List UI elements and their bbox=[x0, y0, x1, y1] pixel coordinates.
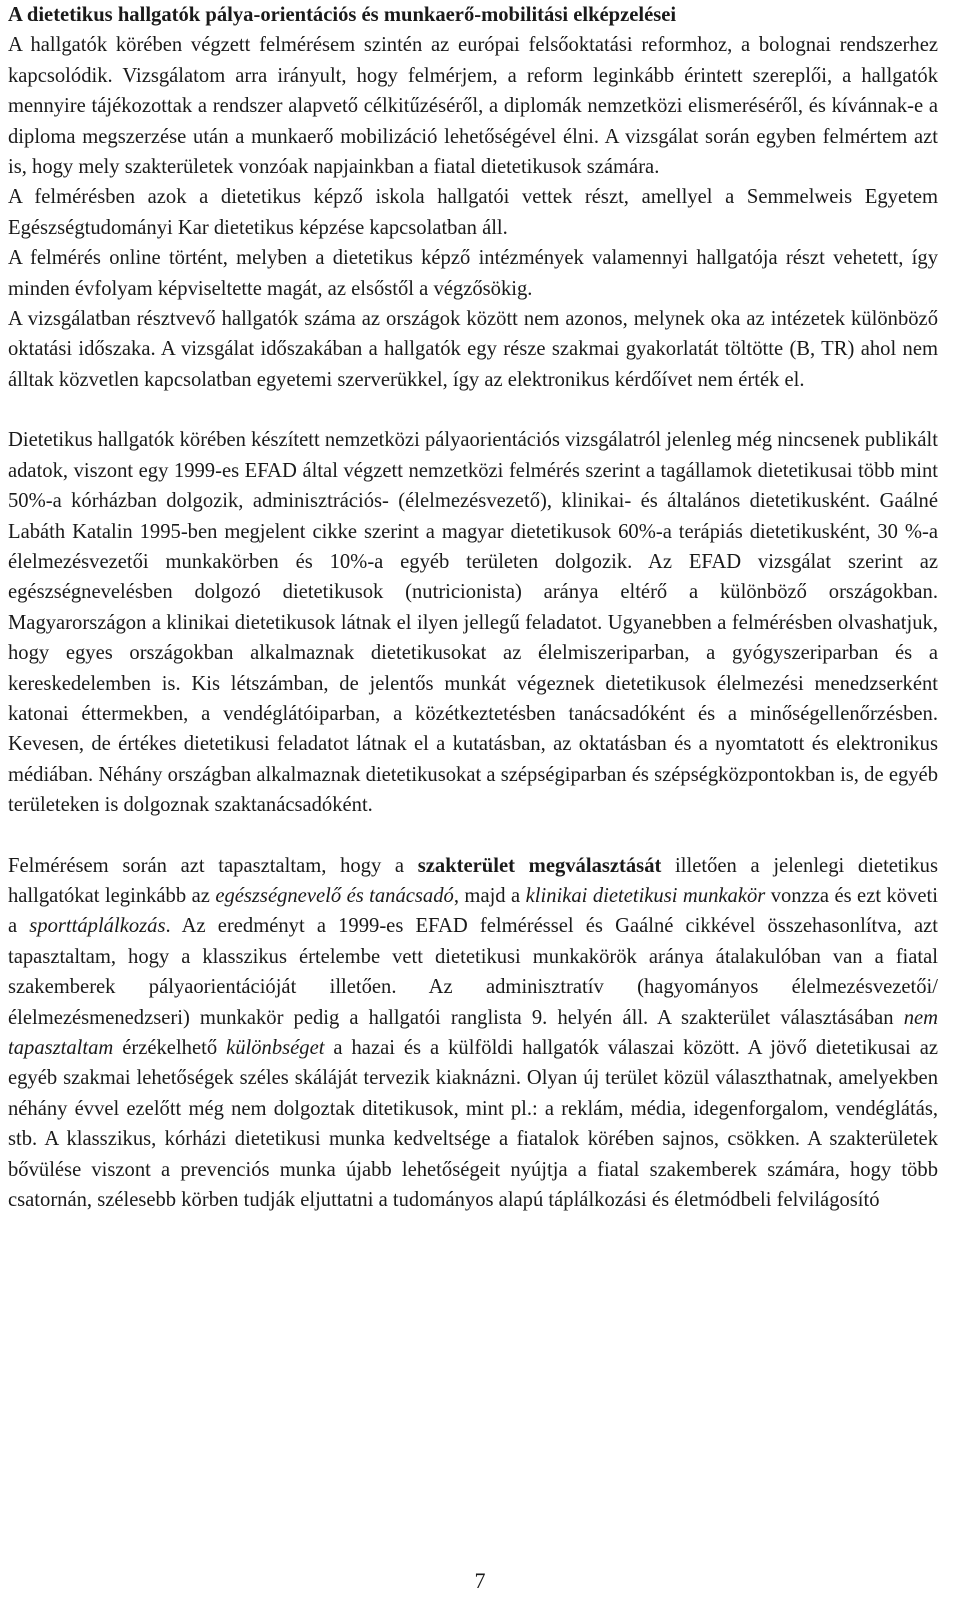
italic-run: nem tapasztaltam bbox=[8, 1006, 938, 1059]
text-run: Felmérésem során azt tapasztaltam, hogy a bbox=[8, 854, 418, 877]
paragraph-participants: A felmérésben azok a dietetikus képző iskola hallgatói vettek részt, amellyel a Semmelweis Egyetem Egészségtudományi Kar dietetikus képzése kapcsolatban áll. bbox=[8, 186, 938, 239]
page-number: 7 bbox=[474, 1568, 486, 1593]
document-page bbox=[8, 0, 938, 1215]
paragraph-intro: A hallgatók körében végzett felmérésem szintén az európai felsőoktatási reformhoz, a bolognai rendszerhez kapcsolódik. Vizsgálatom arra irányult, hogy felmérjem, a reform leginkább érintett szereplői, a hallgatók mennyire tájékozottak a rendszer alapvető célkitűzéséről, a diplomák nemzetközi elismeréséről, és kívánnak-e a diploma megszerzése után a munkaerő mobilizáció lehetőségével élni. A vizsgálat során egyben felmértem azt is, hogy mely szakterületek vonzóak napjainkban a fiatal dietetikusok számára. bbox=[8, 34, 938, 179]
bold-run: szakterület megválasztását bbox=[417, 854, 662, 877]
text-run: vonzza és ezt követi a bbox=[8, 884, 938, 938]
italic-run: klinikai dietetikusi munkakör bbox=[525, 884, 766, 907]
paragraph-online-survey: A felmérés online történt, melyben a dietetikus képző intézmények valamennyi hallgatója részt vehetett, így minden évfolyam képviseltette magát, az elsőstől a végzősökig. bbox=[8, 247, 938, 300]
text-run: . Az eredményt a 1999-es EFAD felméréssel és Gaálné cikkével összehasonlítva, azt tapasztaltam, hogy a klasszikus értelembe vett dietetikusi munkakörök aránya átalakulóban van a fiatal szakemberek pályaorientációját illetően. Az adminisztratív (hagyományos élelmezésvezetői/élelmezésmenedzseri) munkakör pedig a hallgatói ranglista 9. helyén áll. A szakterület választásában bbox=[8, 915, 938, 1029]
text-run: érzékelhető bbox=[113, 1037, 227, 1059]
paragraph-gap bbox=[8, 821, 938, 851]
paragraph-findings bbox=[8, 851, 938, 1216]
text-run: , majd a bbox=[453, 884, 526, 907]
italic-run: egészségnevelő és tanácsadó bbox=[215, 884, 454, 907]
italic-run: sporttáplálkozás bbox=[29, 915, 166, 938]
paragraph-gap bbox=[8, 395, 938, 425]
text-run: illetően a jelenlegi dietetikus hallgatókat leginkább az bbox=[8, 854, 938, 907]
paragraph-participant-count: A vizsgálatban résztvevő hallgatók száma az országok között nem azonos, melynek oka az intézetek különböző oktatási időszaka. A vizsgálat időszakában a hallgatók egy része szakmai gyakorlatát töltötte (B, TR) ahol nem álltak közvetlen kapcsolatban egyetemi szerverükkel, így az elektronikus kérdőívet nem érték el. bbox=[8, 308, 938, 391]
paragraph-international-data: Dietetikus hallgatók körében készített nemzetközi pályaorientációs vizsgálatról jelenleg még nincsenek publikált adatok, viszont egy 1999-es EFAD által végzett nemzetközi felmérés szerint a tagállamok dietetikusai több mint 50%-a kórházban dolgozik, adminisztrációs- (élelmezésvezető), klinikai- és általános dietetikusként. Gaálné Labáth Katalin 1995-ben megjelent cikke szerint a magyar dietetikusok 60%-a terápiás dietetikusként, 30 %-a élelmezésvezetői munkakörben és 10%-a egyéb területen dolgozik. Az EFAD vizsgálat szerint az egészségnevelésben dolgozó dietetikusok (nutricionista) aránya eltérő a különböző országokban. Magyarországon a klinikai dietetikusok látnak el ilyen jellegű feladatot. Ugyanebben a felmérésben olvashatjuk, hogy egyes országokban alkalmaznak dietetikusokat az élelmiszeriparban, a gyógyszeriparban és a kereskedelemben is. Kis létszámban, de jelentős munkát végeznek dietetikusok élelmezési menedzserként katonai éttermekben, a vendéglátóiparban, a közétkeztetésben tanácsadóként és a minőségellenőrzésben. Kevesen, de értékes dietetikusi feladatot látnak el a kutatásban, az oktatásban és a nyomtatott és elektronikus médiában. Néhány országban alkalmaznak dietetikusokat a szépségiparban és szépségközpontokban is, de egyéb területeken is dolgoznak szaktanácsadóként. bbox=[8, 429, 938, 817]
text-run: a hazai és a külföldi hallgatók válaszai között. A jövő dietetikusai az egyéb szakmai lehetőségek széles skáláját tervezik kiaknázni. Olyan új terület közül választhatnak, amelyekben néhány évvel ezelőtt még nem dolgoztak ditetikusok, mint pl.: a reklám, média, idegenforgalom, vendéglátás, stb. A klasszikus, kórházi dietetikusi munka kedveltsége a fiatalok körében sajnos, csökken. A szakterületek bővülése viszont a prevenciós munka újabb lehetőségeit nyújtja a fiatal szakemberek számára, hogy több csatornán, szélesebb körben tudják eljuttatni a tudományos alapú táplálkozási és életmódbeli felvilágosító bbox=[8, 1037, 938, 1212]
section-title: A dietetikus hallgatók pálya-orientációs és munkaerő-mobilitási elképzelései bbox=[8, 4, 677, 26]
italic-run: különbséget bbox=[226, 1037, 325, 1059]
